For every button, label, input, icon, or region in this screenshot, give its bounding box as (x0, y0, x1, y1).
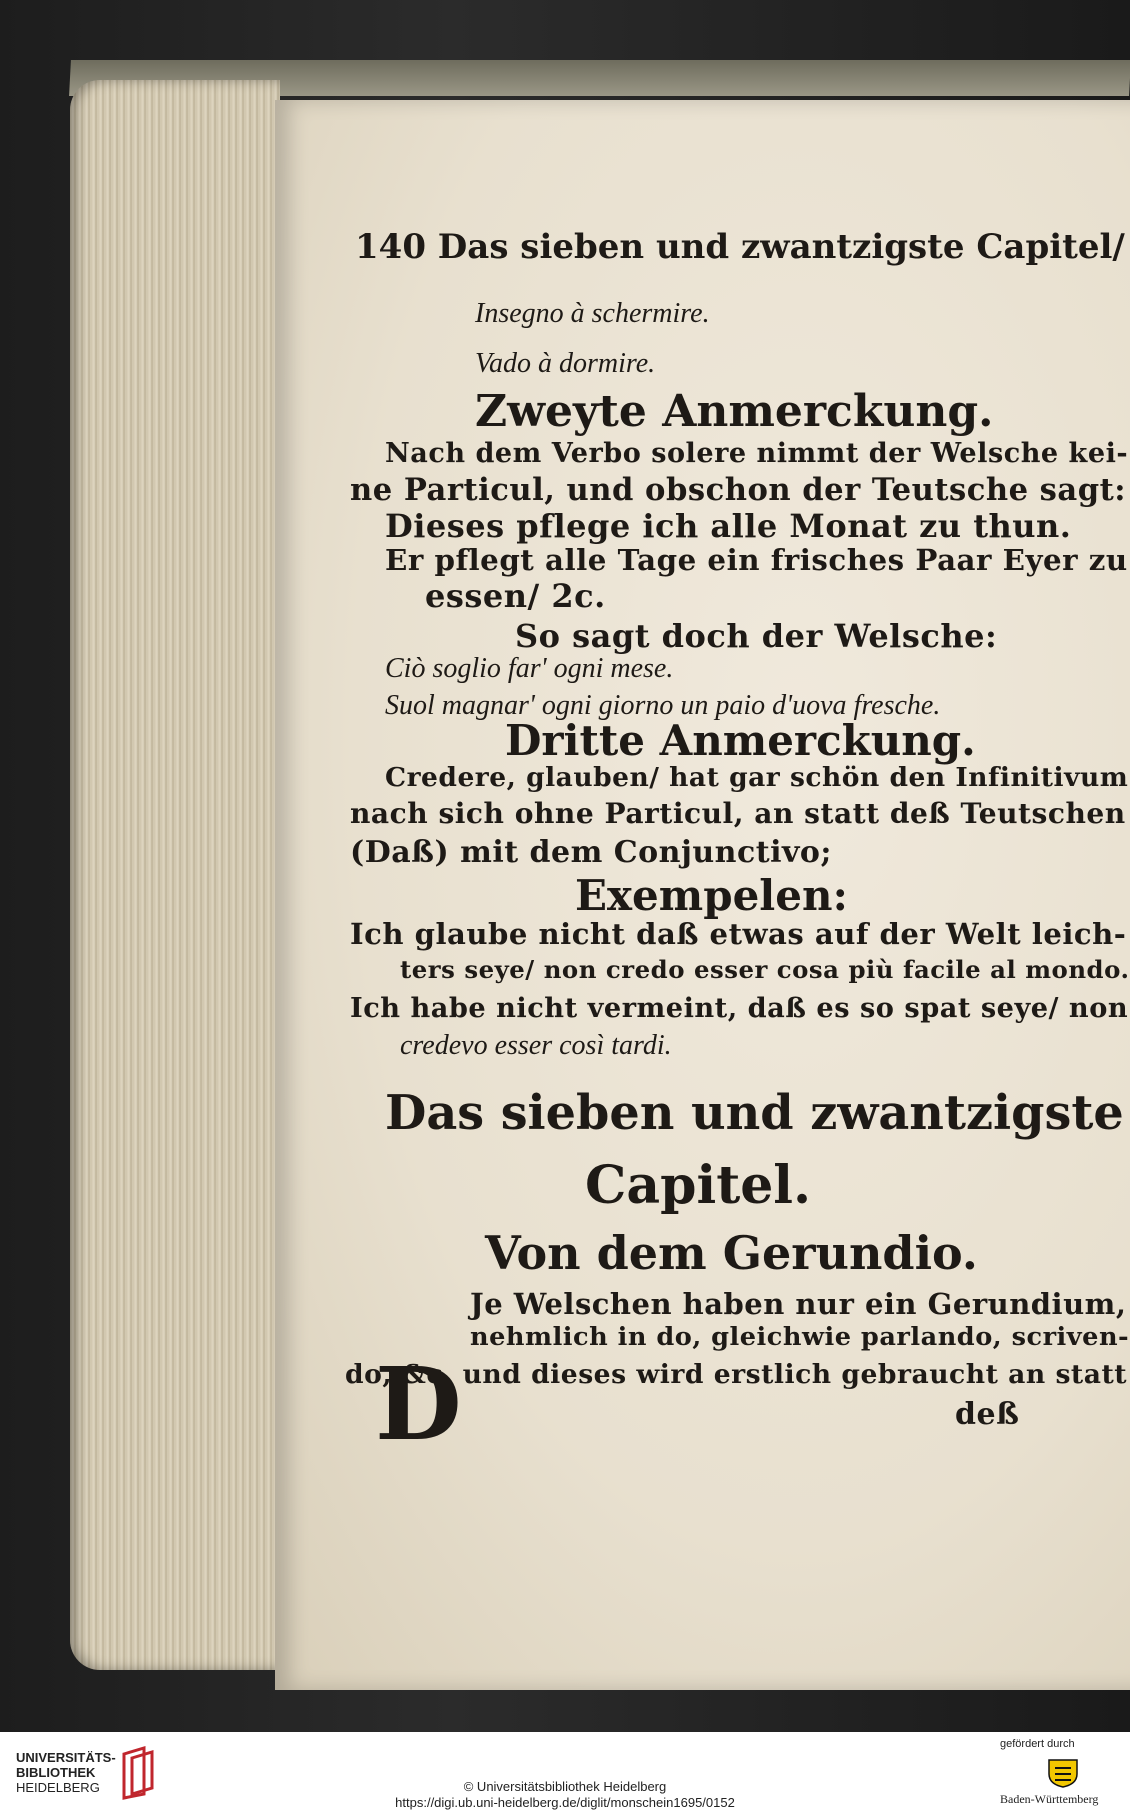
text-line-5: ne Particul, und obschon der Teutsche sagt: (350, 472, 1127, 508)
text-line-23: Von dem Gerundio. (485, 1226, 978, 1280)
text-line-12: Dritte Anmerckung. (505, 716, 976, 765)
text-line-3: Zweyte Anmerckung. (475, 386, 994, 437)
text-line-24: Je Welschen haben nur ein Gerundium, (470, 1287, 1127, 1321)
text-line-21: Das sieben und zwantzigste (385, 1085, 1124, 1141)
text-line-16: Exempelen: (575, 871, 849, 920)
text-line-13: Credere, glauben/ hat gar schön den Infinitivum (385, 762, 1129, 793)
library-name-line2: BIBLIOTHEK (16, 1765, 96, 1780)
text-line-10: Ciò soglio far' ogni mese. (385, 653, 674, 684)
text-line-8: essen/ 2c. (425, 577, 606, 615)
source-url[interactable]: https://digi.ub.uni-heidelberg.de/diglit/monschein1695/0152 (395, 1795, 735, 1810)
text-line-18: ters seye/ non credo esser cosa più facile al mondo. (400, 955, 1130, 984)
page-edges (70, 80, 280, 1670)
text-line-14: nach sich ohne Particul, an statt deß Teutschen (350, 797, 1126, 830)
library-name-line1: UNIVERSITÄTS- (16, 1750, 116, 1765)
text-line-7: Er pflegt alle Tage ein frisches Paar Eyer zu (385, 542, 1128, 577)
text-line-19: Ich habe nicht vermeint, daß es so spat seye/ non (350, 992, 1129, 1024)
text-line-11: Suol magnar' ogni giorno un paio d'uova fresche. (385, 690, 941, 721)
book (70, 60, 1130, 1732)
funded-by-label: gefördert durch (1000, 1738, 1075, 1750)
text-line-17: Ich glaube nicht daß etwas auf der Welt leich- (350, 917, 1127, 951)
text-line-9: So sagt doch der Welsche: (515, 617, 998, 655)
funder-name: Baden-Württemberg (1000, 1792, 1099, 1806)
text-line-6: Dieses pflege ich alle Monat zu thun. (385, 507, 1072, 545)
drop-cap: D (375, 1345, 462, 1463)
text-line-26: do, &c. und dieses wird erstlich gebraucht an statt (345, 1359, 1128, 1390)
library-name-line3: HEIDELBERG (16, 1780, 100, 1795)
running-header: 140 Das sieben und zwantzigste Capitel/ (355, 227, 1125, 267)
text-line-15: (Daß) mit dem Conjunctivo; (350, 835, 832, 870)
copyright-text: © Universitätsbibliothek Heidelberg (463, 1779, 667, 1794)
text-line-1: Insegno à schermire. (475, 298, 710, 329)
text-line-4: Nach dem Verbo solere nimmt der Welsche kei- (385, 438, 1129, 469)
text-line-20: credevo esser così tardi. (400, 1030, 672, 1061)
book-page (275, 100, 1130, 1690)
text-line-22: Capitel. (585, 1155, 812, 1216)
text-line-2: Vado à dormire. (475, 348, 656, 379)
coat-of-arms-icon (1045, 1758, 1081, 1788)
text-line-27: deß (955, 1397, 1020, 1432)
text-line-25: nehmlich in do, gleichwie parlando, scriven- (470, 1322, 1130, 1352)
footer-bar (0, 1732, 1130, 1814)
